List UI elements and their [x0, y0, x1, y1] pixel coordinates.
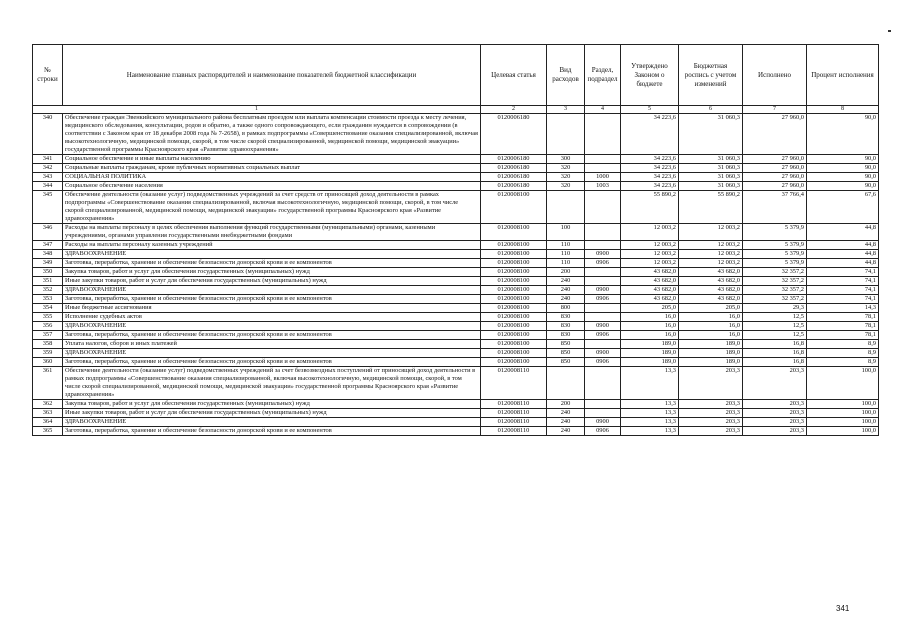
approved-amount: 205,0 — [621, 304, 679, 313]
execution-percent: 8,9 — [807, 358, 879, 367]
executed-amount: 5 379,9 — [743, 224, 807, 241]
expense-kind: 830 — [547, 313, 585, 322]
execution-percent: 44,8 — [807, 224, 879, 241]
execution-percent: 78,1 — [807, 331, 879, 340]
execution-percent: 90,0 — [807, 155, 879, 164]
schedule-amount: 31 060,3 — [679, 182, 743, 191]
table-row — [33, 164, 879, 173]
target-article: 0120008100 — [481, 322, 547, 331]
section-code — [585, 409, 621, 418]
section-code — [585, 114, 621, 155]
section-code: 0906 — [585, 427, 621, 436]
target-article: 0120006180 — [481, 164, 547, 173]
executed-amount: 203,3 — [743, 400, 807, 409]
target-article: 0120008100 — [481, 349, 547, 358]
section-code — [585, 191, 621, 224]
executed-amount: 29,3 — [743, 304, 807, 313]
header-executed: Исполнено — [743, 45, 807, 106]
row-name: ЗДРАВООХРАНЕНИЕ — [63, 250, 481, 259]
target-article: 0120008100 — [481, 268, 547, 277]
section-code — [585, 313, 621, 322]
row-name: Заготовка, переработка, хранение и обеспечение безопасности донорской крови и ее компонентов — [63, 259, 481, 268]
execution-percent: 44,8 — [807, 250, 879, 259]
row-name: Уплата налогов, сборов и иных платежей — [63, 340, 481, 349]
section-code: 1000 — [585, 173, 621, 182]
colnum-7: 7 — [743, 106, 807, 114]
expense-kind: 850 — [547, 358, 585, 367]
row-number: 362 — [33, 400, 63, 409]
schedule-amount: 203,3 — [679, 427, 743, 436]
approved-amount: 12 003,2 — [621, 259, 679, 268]
colnum-4: 4 — [585, 106, 621, 114]
table-row — [33, 250, 879, 259]
section-code — [585, 277, 621, 286]
expense-kind: 800 — [547, 304, 585, 313]
execution-percent: 100,0 — [807, 418, 879, 427]
expense-kind: 240 — [547, 427, 585, 436]
colnum-1: 1 — [33, 106, 481, 114]
executed-amount: 5 379,9 — [743, 250, 807, 259]
schedule-amount: 31 060,3 — [679, 173, 743, 182]
schedule-amount: 31 060,3 — [679, 164, 743, 173]
row-name: ЗДРАВООХРАНЕНИЕ — [63, 286, 481, 295]
row-number: 346 — [33, 224, 63, 241]
table-row — [33, 313, 879, 322]
target-article: 0120008110 — [481, 427, 547, 436]
approved-amount: 43 682,0 — [621, 295, 679, 304]
row-name: Исполнение судебных актов — [63, 313, 481, 322]
target-article: 0120008100 — [481, 340, 547, 349]
execution-percent: 90,0 — [807, 182, 879, 191]
header-percent: Процент исполнения — [807, 45, 879, 106]
target-article: 0120008110 — [481, 400, 547, 409]
column-number-row — [33, 106, 879, 114]
approved-amount: 34 223,6 — [621, 155, 679, 164]
approved-amount: 34 223,6 — [621, 164, 679, 173]
execution-percent: 100,0 — [807, 409, 879, 418]
approved-amount: 43 682,0 — [621, 277, 679, 286]
row-name: Иные бюджетные ассигнования — [63, 304, 481, 313]
section-code: 0906 — [585, 295, 621, 304]
execution-percent: 100,0 — [807, 427, 879, 436]
approved-amount: 55 890,2 — [621, 191, 679, 224]
executed-amount: 27 960,0 — [743, 173, 807, 182]
section-code — [585, 224, 621, 241]
table-row — [33, 358, 879, 367]
table-row — [33, 173, 879, 182]
target-article: 0120008100 — [481, 259, 547, 268]
target-article: 0120008100 — [481, 331, 547, 340]
approved-amount: 34 223,6 — [621, 173, 679, 182]
table-row — [33, 277, 879, 286]
executed-amount: 5 379,9 — [743, 259, 807, 268]
colnum-6: 6 — [679, 106, 743, 114]
schedule-amount: 189,0 — [679, 340, 743, 349]
target-article: 0120008100 — [481, 191, 547, 224]
schedule-amount: 43 682,0 — [679, 295, 743, 304]
expense-kind — [547, 367, 585, 400]
execution-percent: 8,9 — [807, 340, 879, 349]
row-number: 348 — [33, 250, 63, 259]
expense-kind: 240 — [547, 286, 585, 295]
approved-amount: 189,0 — [621, 358, 679, 367]
execution-percent: 100,0 — [807, 367, 879, 400]
row-number: 357 — [33, 331, 63, 340]
row-name: Обеспечение деятельности (оказание услуг) подведомственных учреждений за счет средств от приносящей доход деятельности в рамках подпрограммы «Совершенствование оказания специализированной, включая высокотехнологичную, медицинской помощи, скорой, в том числе скорой специализированной, медицинской помощи, медицинской эвакуации» государственной программы Красноярского края «Развитие здравоохранения» — [63, 191, 481, 224]
target-article: 0120008100 — [481, 295, 547, 304]
row-name: Заготовка, переработка, хранение и обеспечение безопасности донорской крови и ее компонентов — [63, 427, 481, 436]
row-number: 347 — [33, 241, 63, 250]
table-row — [33, 322, 879, 331]
expense-kind — [547, 114, 585, 155]
expense-kind: 110 — [547, 250, 585, 259]
row-name: ЗДРАВООХРАНЕНИЕ — [63, 322, 481, 331]
row-number: 344 — [33, 182, 63, 191]
schedule-amount: 12 003,2 — [679, 224, 743, 241]
execution-percent: 78,1 — [807, 313, 879, 322]
budget-table-sheet — [32, 44, 878, 436]
executed-amount: 12,5 — [743, 313, 807, 322]
approved-amount: 13,3 — [621, 367, 679, 400]
schedule-amount: 31 060,3 — [679, 155, 743, 164]
target-article: 0120006180 — [481, 182, 547, 191]
schedule-amount: 31 060,3 — [679, 114, 743, 155]
target-article: 0120008100 — [481, 286, 547, 295]
expense-kind: 320 — [547, 164, 585, 173]
table-row — [33, 349, 879, 358]
executed-amount: 203,3 — [743, 367, 807, 400]
row-number: 350 — [33, 268, 63, 277]
executed-amount: 27 960,0 — [743, 164, 807, 173]
approved-amount: 43 682,0 — [621, 286, 679, 295]
executed-amount: 37 766,4 — [743, 191, 807, 224]
row-number: 341 — [33, 155, 63, 164]
section-code — [585, 268, 621, 277]
target-article: 0120008100 — [481, 304, 547, 313]
row-name: Закупка товаров, работ и услуг для обеспечения государственных (муниципальных) нужд — [63, 400, 481, 409]
schedule-amount: 203,3 — [679, 409, 743, 418]
approved-amount: 13,3 — [621, 400, 679, 409]
row-name: Иные закупки товаров, работ и услуг для обеспечения государственных (муниципальных) нужд — [63, 277, 481, 286]
approved-amount: 189,0 — [621, 340, 679, 349]
row-name: Расходы на выплаты персоналу казенных учреждений — [63, 241, 481, 250]
row-number: 355 — [33, 313, 63, 322]
row-name: ЗДРАВООХРАНЕНИЕ — [63, 418, 481, 427]
executed-amount: 27 960,0 — [743, 114, 807, 155]
schedule-amount: 12 003,2 — [679, 259, 743, 268]
header-row-number: № строки — [33, 45, 63, 106]
approved-amount: 12 003,2 — [621, 224, 679, 241]
table-row — [33, 427, 879, 436]
table-row — [33, 400, 879, 409]
row-number: 356 — [33, 322, 63, 331]
schedule-amount: 55 890,2 — [679, 191, 743, 224]
executed-amount: 32 357,2 — [743, 286, 807, 295]
expense-kind: 320 — [547, 182, 585, 191]
header-row — [33, 45, 879, 106]
executed-amount: 203,3 — [743, 418, 807, 427]
table-row — [33, 418, 879, 427]
section-code: 0900 — [585, 349, 621, 358]
approved-amount: 16,0 — [621, 313, 679, 322]
table-row — [33, 114, 879, 155]
schedule-amount: 16,0 — [679, 331, 743, 340]
executed-amount: 203,3 — [743, 409, 807, 418]
expense-kind: 100 — [547, 224, 585, 241]
colnum-5: 5 — [621, 106, 679, 114]
expense-kind — [547, 191, 585, 224]
row-name: Закупка товаров, работ и услуг для обеспечения государственных (муниципальных) нужд — [63, 268, 481, 277]
executed-amount: 32 357,2 — [743, 268, 807, 277]
row-name: Социальное обеспечение и иные выплаты населению — [63, 155, 481, 164]
schedule-amount: 12 003,2 — [679, 250, 743, 259]
scan-mark — [888, 30, 891, 32]
row-name: Социальные выплаты гражданам, кроме публичных нормативных социальных выплат — [63, 164, 481, 173]
row-number: 358 — [33, 340, 63, 349]
row-name: Обеспечение граждан Эвенкийского муниципального района бесплатным проездом или выплата компенсации стоимости проезда к месту лечения, медицинского обследования, консультации, родов и обратно, а также одного сопровождающего, если гражданин нуждается в сопровождении (в соответствии с Законом края от 18 декабря 2008 года № 7-2658), в рамках подпрограммы «Совершенствование оказания специализированной, включая высокотехнологичную, медицинской помощи, скорой, в том числе скорой специализированной, медицинской помощи, медицинской эвакуации» государственной программы Красноярского края «Развитие здравоохранения» — [63, 114, 481, 155]
row-name: ЗДРАВООХРАНЕНИЕ — [63, 349, 481, 358]
approved-amount: 13,3 — [621, 418, 679, 427]
section-code: 0900 — [585, 322, 621, 331]
schedule-amount: 205,0 — [679, 304, 743, 313]
table-row — [33, 286, 879, 295]
schedule-amount: 203,3 — [679, 400, 743, 409]
colnum-8: 8 — [807, 106, 879, 114]
approved-amount: 16,0 — [621, 331, 679, 340]
table-row — [33, 268, 879, 277]
row-name: Социальное обеспечение населения — [63, 182, 481, 191]
header-name: Наименование главных распорядителей и наименование показателей бюджетной классификации — [63, 45, 481, 106]
section-code: 0900 — [585, 250, 621, 259]
target-article: 0120008100 — [481, 224, 547, 241]
row-name: СОЦИАЛЬНАЯ ПОЛИТИКА — [63, 173, 481, 182]
row-number: 342 — [33, 164, 63, 173]
table-row — [33, 331, 879, 340]
approved-amount: 34 223,6 — [621, 182, 679, 191]
table-row — [33, 295, 879, 304]
execution-percent: 67,6 — [807, 191, 879, 224]
execution-percent: 74,1 — [807, 268, 879, 277]
row-number: 353 — [33, 295, 63, 304]
executed-amount: 12,5 — [743, 322, 807, 331]
expense-kind: 850 — [547, 349, 585, 358]
row-number: 365 — [33, 427, 63, 436]
row-name: Расходы на выплаты персоналу в целях обеспечения выполнения функций государственными (муниципальными) органами, казенными учреждениями, органами управления государственными внебюджетными фондами — [63, 224, 481, 241]
expense-kind: 240 — [547, 295, 585, 304]
row-number: 345 — [33, 191, 63, 224]
table-row — [33, 224, 879, 241]
expense-kind: 110 — [547, 241, 585, 250]
header-section: Раздел, подраздел — [585, 45, 621, 106]
row-name: Обеспечение деятельности (оказание услуг) подведомственных учреждений за счет безвозмездных поступлений от приносящей доход деятельности в рамках подпрограммы «Совершенствование оказания специализированной, включая высокотехнологичную, медицинской помощи, скорой, в том числе скорой специализированной, медицинской помощи, медицинской эвакуации» государственной программы Красноярского края «Развитие здравоохранения» — [63, 367, 481, 400]
table-row — [33, 241, 879, 250]
row-number: 343 — [33, 173, 63, 182]
section-code: 0906 — [585, 259, 621, 268]
executed-amount: 12,5 — [743, 331, 807, 340]
execution-percent: 100,0 — [807, 400, 879, 409]
section-code: 0900 — [585, 418, 621, 427]
section-code: 0906 — [585, 358, 621, 367]
row-name: Заготовка, переработка, хранение и обеспечение безопасности донорской крови и ее компонентов — [63, 331, 481, 340]
schedule-amount: 189,0 — [679, 349, 743, 358]
header-target-article: Целевая статья — [481, 45, 547, 106]
approved-amount: 43 682,0 — [621, 268, 679, 277]
table-row — [33, 191, 879, 224]
expense-kind: 320 — [547, 173, 585, 182]
table-row — [33, 367, 879, 400]
approved-amount: 12 003,2 — [621, 250, 679, 259]
target-article: 0120008100 — [481, 358, 547, 367]
target-article: 0120006180 — [481, 173, 547, 182]
header-approved: Утверждено Законом о бюджете — [621, 45, 679, 106]
executed-amount: 32 357,2 — [743, 277, 807, 286]
expense-kind: 300 — [547, 155, 585, 164]
target-article: 0120008100 — [481, 241, 547, 250]
header-schedule: Бюджетная роспись с учетом изменений — [679, 45, 743, 106]
table-row — [33, 409, 879, 418]
section-code — [585, 340, 621, 349]
schedule-amount: 203,3 — [679, 418, 743, 427]
table-row — [33, 155, 879, 164]
execution-percent: 78,1 — [807, 322, 879, 331]
section-code: 0906 — [585, 331, 621, 340]
table-row — [33, 259, 879, 268]
section-code — [585, 304, 621, 313]
schedule-amount: 203,3 — [679, 367, 743, 400]
page-number: 341 — [836, 604, 850, 613]
approved-amount: 189,0 — [621, 349, 679, 358]
execution-percent: 90,0 — [807, 114, 879, 155]
executed-amount: 5 379,9 — [743, 241, 807, 250]
row-number: 359 — [33, 349, 63, 358]
target-article: 0120008110 — [481, 367, 547, 400]
schedule-amount: 43 682,0 — [679, 268, 743, 277]
expense-kind: 830 — [547, 331, 585, 340]
row-number: 361 — [33, 367, 63, 400]
row-number: 352 — [33, 286, 63, 295]
expense-kind: 240 — [547, 409, 585, 418]
approved-amount: 12 003,2 — [621, 241, 679, 250]
table-row — [33, 182, 879, 191]
execution-percent: 74,1 — [807, 286, 879, 295]
executed-amount: 16,8 — [743, 349, 807, 358]
table-row — [33, 304, 879, 313]
schedule-amount: 16,0 — [679, 322, 743, 331]
execution-percent: 44,8 — [807, 241, 879, 250]
executed-amount: 27 960,0 — [743, 155, 807, 164]
colnum-3: 3 — [547, 106, 585, 114]
row-name: Иные закупки товаров, работ и услуг для обеспечения государственных (муниципальных) нужд — [63, 409, 481, 418]
schedule-amount: 43 682,0 — [679, 277, 743, 286]
executed-amount: 16,8 — [743, 340, 807, 349]
approved-amount: 16,0 — [621, 322, 679, 331]
row-number: 354 — [33, 304, 63, 313]
row-name: Заготовка, переработка, хранение и обеспечение безопасности донорской крови и ее компонентов — [63, 295, 481, 304]
target-article: 0120008110 — [481, 418, 547, 427]
expense-kind: 110 — [547, 259, 585, 268]
row-number: 360 — [33, 358, 63, 367]
schedule-amount: 189,0 — [679, 358, 743, 367]
approved-amount: 13,3 — [621, 409, 679, 418]
target-article: 0120008100 — [481, 250, 547, 259]
row-number: 364 — [33, 418, 63, 427]
row-number: 351 — [33, 277, 63, 286]
executed-amount: 32 357,2 — [743, 295, 807, 304]
execution-percent: 14,3 — [807, 304, 879, 313]
target-article: 0120008100 — [481, 313, 547, 322]
expense-kind: 850 — [547, 340, 585, 349]
section-code — [585, 164, 621, 173]
section-code: 1003 — [585, 182, 621, 191]
target-article: 0120008100 — [481, 277, 547, 286]
section-code — [585, 400, 621, 409]
target-article: 0120006180 — [481, 155, 547, 164]
executed-amount: 27 960,0 — [743, 182, 807, 191]
execution-percent: 90,0 — [807, 173, 879, 182]
table-row — [33, 340, 879, 349]
row-name: Заготовка, переработка, хранение и обеспечение безопасности донорской крови и ее компонентов — [63, 358, 481, 367]
execution-percent: 8,9 — [807, 349, 879, 358]
schedule-amount: 16,0 — [679, 313, 743, 322]
header-expense-kind: Вид расходов — [547, 45, 585, 106]
executed-amount: 203,3 — [743, 427, 807, 436]
execution-percent: 74,1 — [807, 295, 879, 304]
row-number: 363 — [33, 409, 63, 418]
section-code — [585, 367, 621, 400]
budget-table — [32, 44, 879, 436]
approved-amount: 34 223,6 — [621, 114, 679, 155]
expense-kind: 240 — [547, 418, 585, 427]
target-article: 0120006180 — [481, 114, 547, 155]
row-number: 340 — [33, 114, 63, 155]
execution-percent: 74,1 — [807, 277, 879, 286]
execution-percent: 44,8 — [807, 259, 879, 268]
schedule-amount: 12 003,2 — [679, 241, 743, 250]
expense-kind: 830 — [547, 322, 585, 331]
section-code — [585, 241, 621, 250]
target-article: 0120008110 — [481, 409, 547, 418]
colnum-2: 2 — [481, 106, 547, 114]
expense-kind: 200 — [547, 268, 585, 277]
section-code: 0900 — [585, 286, 621, 295]
section-code — [585, 155, 621, 164]
row-number: 349 — [33, 259, 63, 268]
executed-amount: 16,8 — [743, 358, 807, 367]
approved-amount: 13,3 — [621, 427, 679, 436]
expense-kind: 200 — [547, 400, 585, 409]
execution-percent: 90,0 — [807, 164, 879, 173]
schedule-amount: 43 682,0 — [679, 286, 743, 295]
expense-kind: 240 — [547, 277, 585, 286]
